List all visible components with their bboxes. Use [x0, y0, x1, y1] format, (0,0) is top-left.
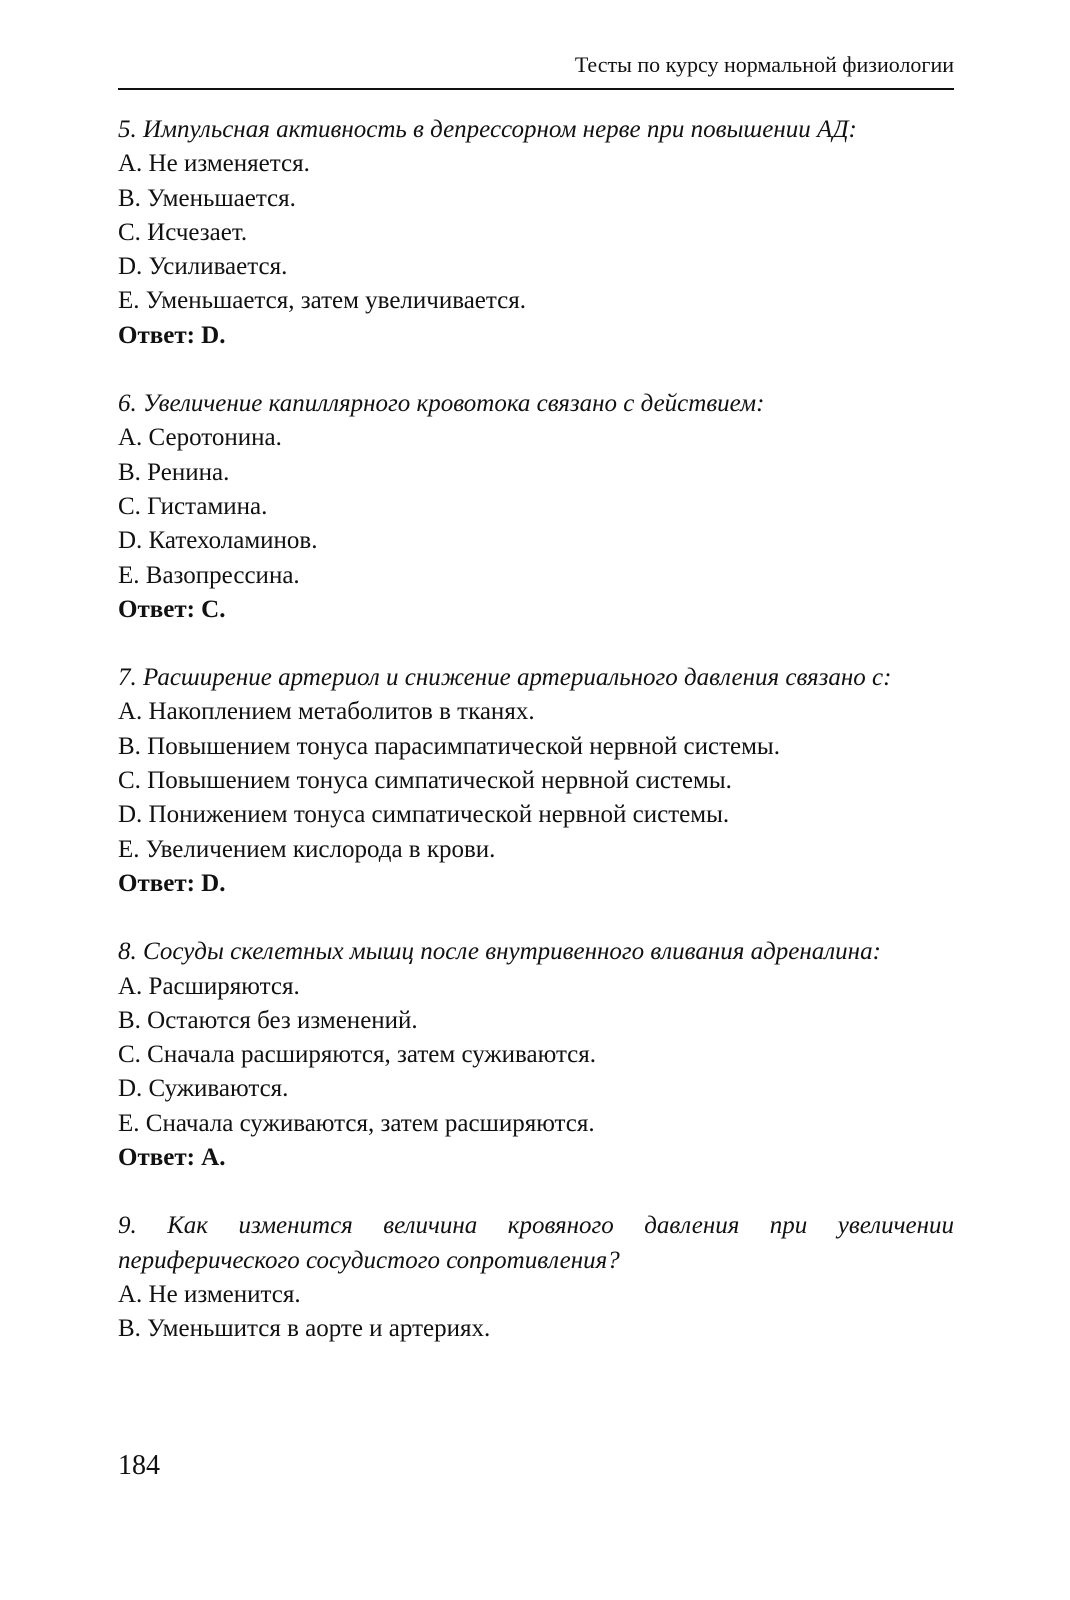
question-9 [118, 1209, 954, 1346]
questions-list [118, 113, 954, 1381]
answer-option-d: D. Суживаются. [118, 1075, 289, 1103]
answer-option-b: В. Остаются без изменений. [118, 1006, 418, 1034]
answer-option-d: D. Понижением тонуса симпатической нервной системы. [118, 801, 730, 829]
answer-option-a: А. Расширяются. [118, 972, 300, 1000]
answer-option-b: В. Повышением тонуса парасимпатической нервной системы. [118, 732, 780, 760]
question-text: 8. Сосуды скелетных мышц после внутривенного вливания адреналина: [118, 938, 881, 966]
answer-option-d: D. Усиливается. [118, 253, 288, 281]
answer-option-a: А. Не изменится. [118, 1280, 301, 1308]
question-text: 7. Расширение артериол и снижение артериального давления связано с: [118, 664, 892, 692]
running-header: Тесты по курсу нормальной физиологии [574, 52, 954, 77]
correct-answer: Ответ: D. [118, 869, 226, 897]
question-7 [118, 661, 954, 901]
answer-option-b: В. Ренина. [118, 458, 230, 486]
question-8 [118, 935, 954, 1175]
correct-answer: Ответ: С. [118, 595, 226, 623]
header-divider [118, 88, 954, 90]
answer-option-e: Е. Сначала суживаются, затем расширяются. [118, 1109, 595, 1137]
answer-option-d: D. Катехоламинов. [118, 527, 318, 555]
answer-option-e: Е. Вазопрессина. [118, 561, 300, 589]
question-5 [118, 113, 954, 353]
answer-option-c: С. Сначала расширяются, затем суживаются. [118, 1041, 597, 1069]
question-text: 9. Как изменится величина кровяного давления при увеличении периферического сосудистого сопротивления? [118, 1212, 954, 1274]
answer-option-e: Е. Уменьшается, затем увеличивается. [118, 287, 526, 315]
correct-answer: Ответ: D. [118, 321, 226, 349]
answer-option-a: А. Не изменяется. [118, 150, 310, 178]
question-text: 6. Увеличение капиллярного кровотока связано с действием: [118, 390, 765, 418]
answer-option-a: А. Серотонина. [118, 424, 282, 452]
question-6 [118, 387, 954, 627]
answer-option-c: С. Гистамина. [118, 492, 268, 520]
question-text: 5. Импульсная активность в депрессорном нерве при повышении АД: [118, 116, 857, 143]
answer-option-c: С. Исчезает. [118, 218, 248, 246]
correct-answer: Ответ: А. [118, 1144, 226, 1172]
page-number: 184 [118, 1450, 160, 1481]
answer-option-b: В. Уменьшится в аорте и артериях. [118, 1315, 491, 1343]
answer-option-e: Е. Увеличением кислорода в крови. [118, 835, 496, 863]
answer-option-a: А. Накоплением метаболитов в тканях. [118, 698, 535, 726]
answer-option-b: В. Уменьшается. [118, 184, 296, 212]
answer-option-c: С. Повышением тонуса симпатической нервной системы. [118, 767, 732, 795]
